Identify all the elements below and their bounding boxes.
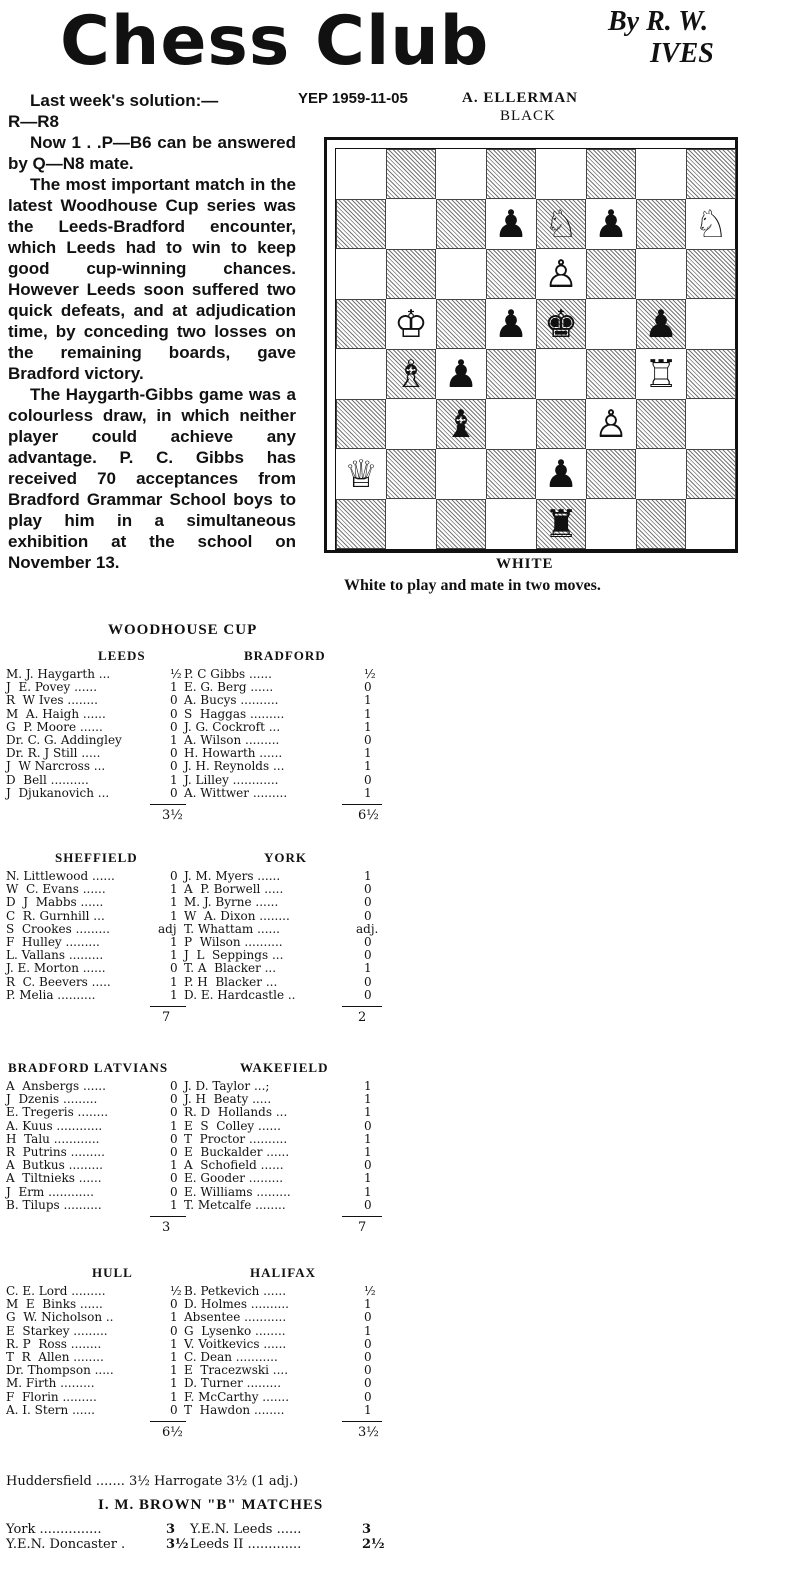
chess-piece: ♔ [393, 302, 429, 346]
away-score: 0 [364, 733, 372, 747]
away-team-name: HALIFAX [250, 1265, 316, 1280]
away-score: 1 [364, 1145, 372, 1159]
home-player: P. Melia .......... [6, 987, 96, 1002]
home-player: W C. Evans ...... [6, 882, 106, 897]
away-score: 0 [364, 1118, 372, 1133]
problem-composer: A. ELLERMAN [462, 90, 579, 106]
away-score: 0 [364, 680, 372, 695]
away-score: ½ [364, 1284, 376, 1298]
home-score: 1 [170, 1363, 178, 1378]
away-player: J. M. Myers ...... [184, 869, 281, 883]
article-para-3: Now 1 . .P—B6 can be answered by Q—N8 mate. [8, 133, 296, 173]
board-square [536, 199, 586, 249]
home-score: 1 [170, 935, 178, 949]
away-player: E. Williams ......... [184, 1184, 291, 1199]
home-score: 3 [166, 1522, 176, 1537]
away-score: 1 [364, 706, 372, 721]
away-player: T. A Blacker ... [184, 961, 277, 976]
home-player: C. E. Lord ......... [6, 1284, 106, 1298]
white-label: WHITE [496, 556, 554, 572]
away-score: 1 [364, 1323, 372, 1338]
away-player: T. Whattam ...... [184, 921, 280, 936]
total-rule [150, 1216, 186, 1217]
home-score: 0 [170, 1171, 178, 1186]
home-player: J W Narcross ... [6, 759, 106, 774]
home-team: Y.E.N. Doncaster . [6, 1537, 126, 1552]
home-player: G W. Nicholson .. [6, 1310, 114, 1325]
home-total: 7 [162, 1010, 171, 1025]
away-score: 0 [364, 1389, 372, 1404]
board-square [386, 299, 436, 349]
home-player: S Crookes ......... [6, 921, 110, 936]
chess-piece: ♘ [693, 202, 729, 246]
board-square [486, 249, 536, 299]
home-player: B. Tilups .......... [6, 1197, 102, 1212]
home-team: York ............... [6, 1522, 102, 1537]
chess-piece: ♙ [593, 402, 629, 446]
home-player: C R. Gurnhill ... [6, 908, 105, 923]
dateline: YEP 1959-11-05 [298, 90, 408, 107]
away-player: V. Voitkevics ...... [184, 1336, 287, 1351]
away-score: 1 [364, 719, 372, 734]
board-square [386, 149, 436, 199]
away-score: 1 [364, 785, 372, 800]
board-square [536, 499, 586, 549]
board-square [486, 149, 536, 199]
away-score: 1 [364, 1105, 372, 1120]
home-team-name: SHEFFIELD [55, 850, 138, 865]
away-player: E Tracezwski .... [184, 1363, 289, 1378]
board-square [536, 349, 586, 399]
home-player: Dr. C. G. Addingley [6, 733, 122, 747]
away-player: B. Petkevich ...... [184, 1284, 287, 1298]
home-player: Dr. R. J Still ..... [6, 746, 101, 761]
total-rule [342, 1216, 382, 1217]
away-total: 6½ [358, 808, 379, 823]
home-score: 1 [170, 733, 178, 747]
away-player: T Hawdon ........ [184, 1402, 285, 1417]
board-square [436, 449, 486, 499]
away-score: 0 [364, 1197, 372, 1212]
home-score: 0 [170, 1079, 178, 1093]
board-square [386, 349, 436, 399]
home-score: 0 [170, 1092, 178, 1107]
away-player: J. H Beaty ..... [184, 1092, 272, 1107]
away-player: Absentee ........... [184, 1310, 287, 1325]
black-label: BLACK [500, 108, 556, 124]
board-square [586, 399, 636, 449]
away-player: A P. Borwell ..... [184, 882, 284, 897]
home-player: E Starkey ......... [6, 1323, 108, 1338]
home-player: L. Vallans ......... [6, 948, 104, 963]
home-team-name: HULL [92, 1265, 133, 1280]
board-square [586, 449, 636, 499]
home-score: 0 [170, 693, 178, 708]
home-player: M E Binks ...... [6, 1297, 103, 1312]
home-score: 0 [170, 1105, 178, 1120]
total-rule [342, 1006, 382, 1007]
away-player: P Wilson .......... [184, 935, 283, 949]
home-score: 0 [170, 706, 178, 721]
board-square [486, 299, 536, 349]
home-score: 0 [170, 746, 178, 761]
home-score: 0 [170, 1131, 178, 1146]
board-square [686, 249, 736, 299]
away-score: 0 [364, 1350, 372, 1364]
home-player: D J Mabbs ...... [6, 895, 104, 910]
home-player: J Dzenis ......... [6, 1092, 98, 1107]
board-square [336, 449, 386, 499]
away-player: F. McCarthy ....... [184, 1389, 290, 1404]
board-square [336, 299, 386, 349]
away-score: 0 [364, 772, 372, 787]
home-score: 3½ [166, 1537, 189, 1552]
away-score: 1 [364, 1079, 372, 1093]
home-score: 1 [170, 1376, 178, 1391]
article-text [8, 90, 296, 573]
home-score: 1 [170, 987, 178, 1002]
away-player: P. H Blacker ... [184, 974, 278, 989]
total-rule [150, 804, 186, 805]
total-rule [150, 1421, 186, 1422]
home-score: 0 [170, 759, 178, 774]
byline-line-2: IVES [650, 38, 714, 69]
away-player: E. G. Berg ...... [184, 680, 274, 695]
chess-piece: ♗ [393, 352, 429, 396]
away-score: 1 [364, 1184, 372, 1199]
away-player: J. D. Taylor ...; [184, 1079, 270, 1093]
board-square [436, 349, 486, 399]
home-score: 1 [170, 882, 178, 897]
away-score: 0 [364, 882, 372, 897]
chess-diagram [324, 137, 738, 553]
article-para-4: The most important match in the latest Woodhouse Cup series was the Leeds-Bradford encounter, which Leeds had to win to keep good cup-winning chances. However Leeds soon suffered two quick defeats, and at adjudication time, by conceding two losses on the remaining boards, gave Bradford victory. [8, 175, 296, 383]
home-score: adj [158, 921, 177, 936]
away-score: 0 [364, 948, 372, 963]
home-player: T R Allen ........ [6, 1350, 104, 1364]
away-score: 3 [362, 1522, 372, 1537]
home-score: 0 [170, 961, 178, 976]
board-square [686, 149, 736, 199]
board-square [536, 399, 586, 449]
column-title: Chess Club [60, 2, 490, 81]
away-score: 0 [364, 1158, 372, 1173]
away-score: 0 [364, 1336, 372, 1351]
away-player: A Schofield ...... [184, 1158, 284, 1173]
away-total: 2 [358, 1010, 367, 1025]
board-square [636, 149, 686, 199]
away-score: 1 [364, 1297, 372, 1312]
home-score: 0 [170, 785, 178, 800]
home-player: A. Kuus ............ [6, 1118, 103, 1133]
chess-piece: ♜ [543, 502, 579, 546]
board-square [636, 399, 686, 449]
chess-piece: ♟ [593, 202, 629, 246]
byline-line-1: By R. W. [608, 6, 709, 37]
home-score: 1 [170, 772, 178, 787]
away-score: 0 [364, 1376, 372, 1391]
away-player: P. C Gibbs ...... [184, 667, 272, 681]
away-score: 1 [364, 746, 372, 761]
home-score: 1 [170, 1389, 178, 1404]
home-player: R Putrins ......... [6, 1145, 105, 1159]
away-team-name: YORK [264, 850, 307, 865]
away-total: 7 [358, 1220, 367, 1235]
board-square [686, 449, 736, 499]
away-score: 1 [364, 1171, 372, 1186]
home-score: ½ [170, 667, 182, 681]
home-score: 1 [170, 1350, 178, 1364]
away-score: 1 [364, 869, 372, 883]
board-square [336, 349, 386, 399]
away-score: 0 [364, 987, 372, 1002]
board-square [586, 249, 636, 299]
home-player: F Hulley ......... [6, 935, 100, 949]
byline [608, 6, 788, 70]
brown-title: I. M. BROWN "B" MATCHES [98, 1497, 324, 1513]
chess-piece: ♙ [543, 252, 579, 296]
chess-piece: ♟ [493, 202, 529, 246]
home-player: Dr. Thompson ..... [6, 1363, 114, 1378]
home-player: J Erm ............ [6, 1184, 94, 1199]
board-square [336, 499, 386, 549]
away-score: 0 [364, 935, 372, 949]
board-square [586, 299, 636, 349]
away-player: A. Wittwer ......... [184, 785, 288, 800]
home-team-name: LEEDS [98, 648, 146, 663]
home-score: 0 [170, 1145, 178, 1159]
home-player: A. I. Stern ...... [6, 1402, 95, 1417]
away-player: T Proctor .......... [184, 1131, 288, 1146]
article-para-5: The Haygarth-Gibbs game was a colourless draw, in which neither player could achieve any advantage. P. C. Gibbs has received 70 acceptances from Bradford Grammar School boys to play him in a simultaneous exhibition at the school on November 13. [8, 385, 296, 572]
chess-piece: ♟ [443, 352, 479, 396]
away-player: M. J. Byrne ...... [184, 895, 279, 910]
chess-piece: ♟ [643, 302, 679, 346]
board-square [336, 149, 386, 199]
away-score: 1 [364, 1092, 372, 1107]
home-score: 1 [170, 1336, 178, 1351]
board-square [386, 199, 436, 249]
home-score: 1 [170, 1197, 178, 1212]
board-square [536, 149, 586, 199]
board-square [536, 449, 586, 499]
board-square [636, 499, 686, 549]
home-player: A Butkus ......... [6, 1158, 103, 1173]
away-score: 1 [364, 961, 372, 976]
board-square [486, 399, 536, 449]
board-square [436, 199, 486, 249]
home-score: 1 [170, 908, 178, 923]
chess-piece: ♕ [343, 452, 379, 496]
away-player: J. G. Cockroft ... [184, 719, 281, 734]
home-player: M. Firth ......... [6, 1376, 95, 1391]
away-player: D. Holmes .......... [184, 1297, 289, 1312]
away-player: H. Howarth ...... [184, 746, 283, 761]
board-square [686, 499, 736, 549]
home-score: ½ [170, 1284, 182, 1298]
chess-piece: ♝ [443, 402, 479, 446]
board-square [436, 149, 486, 199]
problem-caption: White to play and mate in two moves. [344, 577, 601, 594]
board-square [636, 249, 686, 299]
board-square [586, 199, 636, 249]
away-player: W A. Dixon ........ [184, 908, 290, 923]
board-square [436, 299, 486, 349]
home-score: 0 [170, 1402, 178, 1417]
extra-result: Huddersfield ....... 3½ Harrogate 3½ (1 adj.) [6, 1474, 299, 1489]
away-player: A. Wilson ......... [184, 733, 280, 747]
away-team-name: BRADFORD [244, 648, 326, 663]
board-square [536, 249, 586, 299]
home-score: 1 [170, 1158, 178, 1173]
board-square [686, 399, 736, 449]
board-square [636, 449, 686, 499]
home-player: J. E. Morton ...... [6, 961, 106, 976]
total-rule [150, 1006, 186, 1007]
board-square [386, 399, 436, 449]
home-player: J E. Povey ...... [6, 680, 98, 695]
away-team-name: WAKEFIELD [240, 1060, 329, 1075]
home-player: J Djukanovich ... [6, 785, 110, 800]
home-player: R. P Ross ........ [6, 1336, 102, 1351]
away-score: ½ [364, 667, 376, 681]
board-square [436, 249, 486, 299]
home-score: 1 [170, 974, 178, 989]
chess-board [335, 148, 737, 550]
away-score: 1 [364, 1402, 372, 1417]
away-player: J. Lilley ............ [184, 772, 279, 787]
board-square [386, 449, 436, 499]
home-player: E. Tregeris ........ [6, 1105, 109, 1120]
home-player: A Tiltnieks ...... [6, 1171, 102, 1186]
board-square [636, 349, 686, 399]
away-player: T. Metcalfe ........ [184, 1197, 286, 1212]
board-square [636, 299, 686, 349]
home-player: M. J. Haygarth ... [6, 667, 111, 681]
home-score: 1 [170, 1118, 178, 1133]
away-score: adj. [356, 921, 379, 936]
away-score: 0 [364, 1310, 372, 1325]
home-score: 1 [170, 1310, 178, 1325]
board-square [336, 399, 386, 449]
away-player: R. D Hollands ... [184, 1105, 288, 1120]
board-square [386, 249, 436, 299]
away-score: 0 [364, 1363, 372, 1378]
home-score: 0 [170, 1297, 178, 1312]
board-square [636, 199, 686, 249]
home-total: 6½ [162, 1425, 183, 1440]
away-score: 2½ [362, 1537, 385, 1552]
home-total: 3 [162, 1220, 171, 1235]
board-square [336, 249, 386, 299]
away-player: E. Gooder ......... [184, 1171, 284, 1186]
away-team: Y.E.N. Leeds ...... [190, 1522, 302, 1537]
article-para-2: R—R8 [8, 112, 60, 131]
board-square [686, 299, 736, 349]
board-square [486, 449, 536, 499]
home-score: 1 [170, 680, 178, 695]
home-score: 0 [170, 1323, 178, 1338]
away-player: D. E. Hardcastle .. [184, 987, 296, 1002]
away-player: J L Seppings ... [184, 948, 284, 963]
away-player: J. H. Reynolds ... [184, 759, 285, 774]
home-player: A Ansbergs ...... [6, 1079, 106, 1093]
away-score: 1 [364, 759, 372, 774]
board-square [586, 499, 636, 549]
chess-piece: ♘ [543, 202, 579, 246]
board-square [486, 349, 536, 399]
home-score: 0 [170, 719, 178, 734]
home-score: 1 [170, 948, 178, 963]
away-total: 3½ [358, 1425, 379, 1440]
chess-piece: ♟ [493, 302, 529, 346]
chess-piece: ♟ [543, 452, 579, 496]
home-player: M A. Haigh ...... [6, 706, 106, 721]
board-square [486, 499, 536, 549]
away-score: 0 [364, 895, 372, 910]
chess-piece: ♖ [643, 352, 679, 396]
home-total: 3½ [162, 808, 183, 823]
board-square [536, 299, 586, 349]
board-square [336, 199, 386, 249]
home-player: G P. Moore ...... [6, 719, 103, 734]
away-player: A. Bucys .......... [184, 693, 279, 708]
home-score: 1 [170, 895, 178, 910]
board-square [386, 499, 436, 549]
home-team-name: BRADFORD LATVIANS [8, 1060, 169, 1075]
board-square [436, 499, 486, 549]
home-player: F Florin ......... [6, 1389, 97, 1404]
home-player: H Talu ............ [6, 1131, 100, 1146]
home-player: R W Ives ........ [6, 693, 98, 708]
total-rule [342, 1421, 382, 1422]
home-player: R C. Beevers ..... [6, 974, 111, 989]
away-player: C. Dean ........... [184, 1350, 278, 1364]
board-square [486, 199, 536, 249]
woodhouse-title: WOODHOUSE CUP [108, 622, 258, 638]
away-score: 0 [364, 908, 372, 923]
away-team: Leeds II ............. [190, 1537, 302, 1552]
away-player: E Buckalder ...... [184, 1145, 290, 1159]
total-rule [342, 804, 382, 805]
home-player: N. Littlewood ...... [6, 869, 115, 883]
board-square [436, 399, 486, 449]
home-player: D Bell .......... [6, 772, 89, 787]
away-score: 0 [364, 974, 372, 989]
board-square [686, 199, 736, 249]
away-player: S Haggas ......... [184, 706, 285, 721]
away-score: 1 [364, 693, 372, 708]
home-score: 0 [170, 869, 178, 883]
chess-piece: ♚ [543, 302, 579, 346]
article-para-1: Last week's solution:— [30, 91, 219, 110]
board-square [686, 349, 736, 399]
board-square [586, 149, 636, 199]
away-score: 1 [364, 1131, 372, 1146]
board-square [586, 349, 636, 399]
away-player: D. Turner ......... [184, 1376, 282, 1391]
away-player: G Lysenko ........ [184, 1323, 286, 1338]
home-score: 0 [170, 1184, 178, 1199]
away-player: E S Colley ...... [184, 1118, 281, 1133]
